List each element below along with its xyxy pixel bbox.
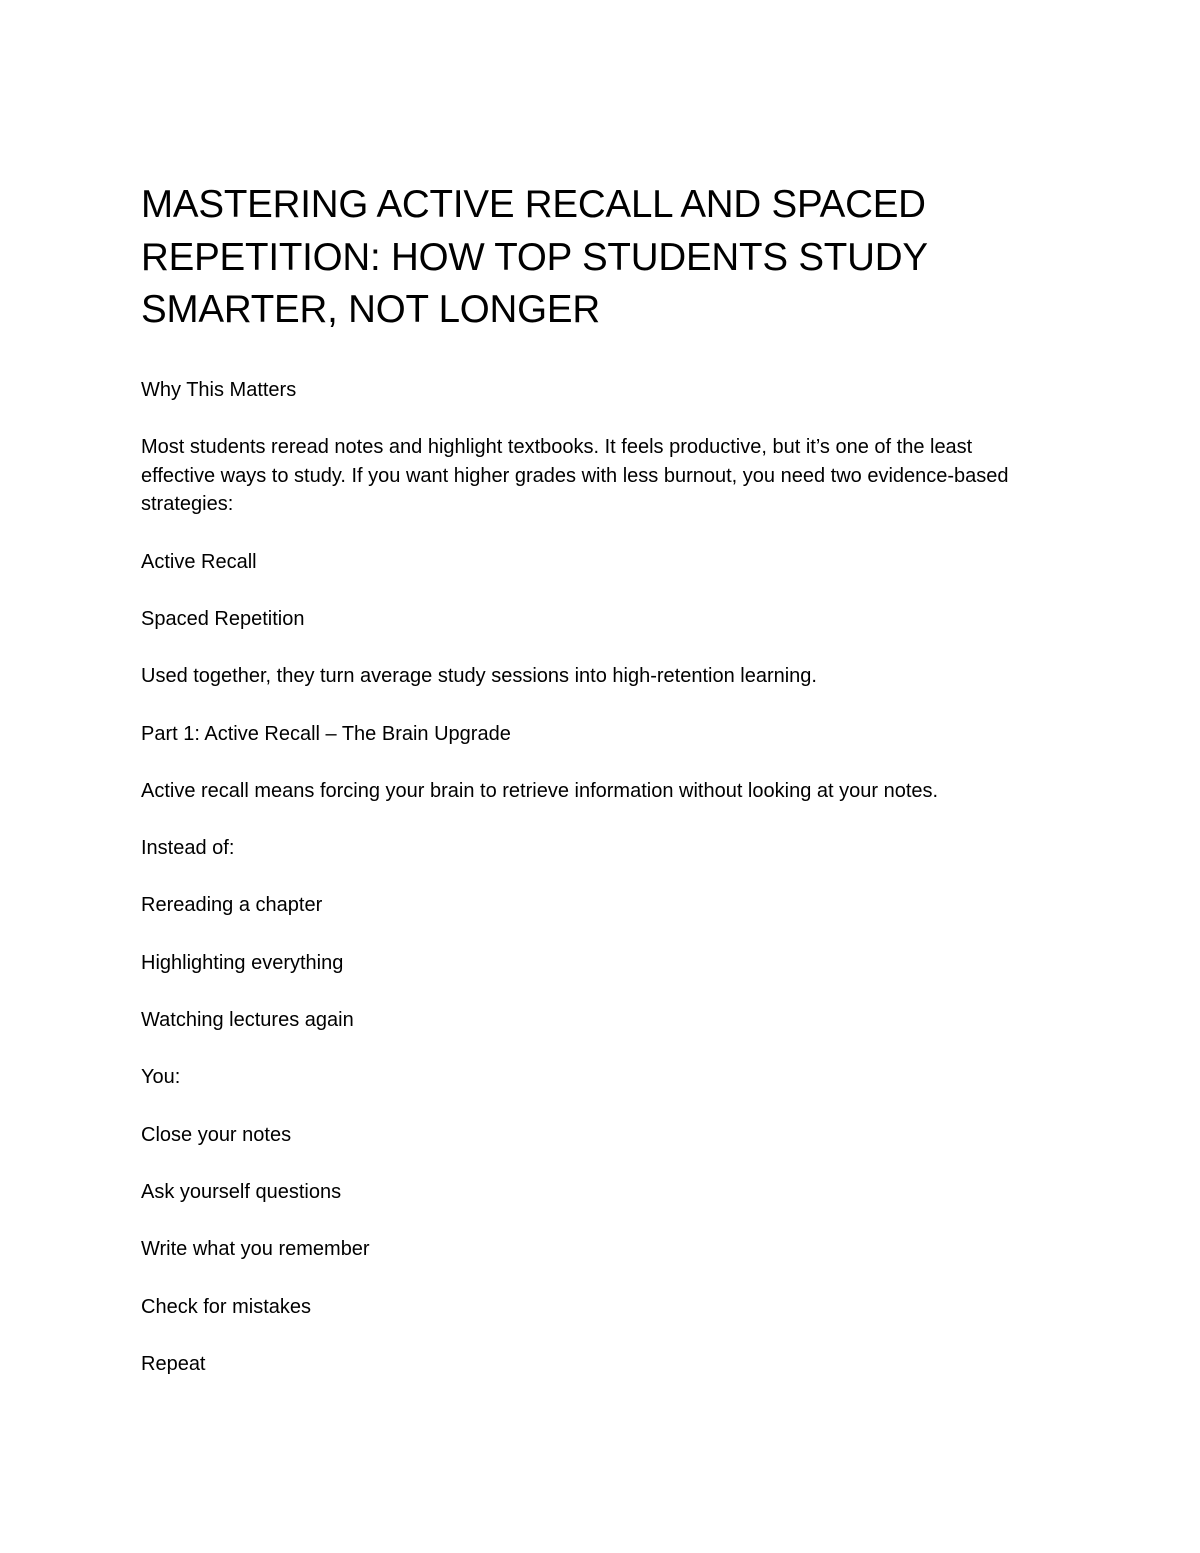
you-label: You:	[141, 1066, 181, 1089]
document-body	[141, 376, 1061, 1379]
list-item: Highlighting everything	[141, 951, 344, 974]
strategy-item-active-recall: Active Recall	[141, 550, 257, 573]
document-title: MASTERING ACTIVE RECALL AND SPACED REPETITION: HOW TOP STUDENTS STUDY SMARTER, NOT LONGER	[141, 183, 928, 331]
list-item: Rereading a chapter	[141, 894, 323, 917]
definition-paragraph: Active recall means forcing your brain to retrieve information without looking at your notes.	[141, 779, 939, 802]
list-item: Watching lectures again	[141, 1009, 354, 1032]
section-heading-why-this-matters: Why This Matters	[141, 378, 297, 401]
intro-paragraph: Most students reread notes and highlight textbooks. It feels productive, but it’s one of the least effective ways to study. If you want higher grades with less burnout, you need two evidence-based strategies:	[141, 435, 1009, 516]
summary-paragraph: Used together, they turn average study sessions into high-retention learning.	[141, 665, 817, 688]
list-item: Repeat	[141, 1352, 206, 1375]
document-content	[141, 179, 1061, 1407]
list-item: Close your notes	[141, 1123, 292, 1146]
list-item: Check for mistakes	[141, 1295, 312, 1318]
section-heading-part-1: Part 1: Active Recall – The Brain Upgrade	[141, 722, 511, 745]
strategy-item-spaced-repetition: Spaced Repetition	[141, 607, 305, 630]
list-item: Ask yourself questions	[141, 1180, 342, 1203]
list-item: Write what you remember	[141, 1238, 370, 1261]
instead-of-label: Instead of:	[141, 837, 235, 860]
